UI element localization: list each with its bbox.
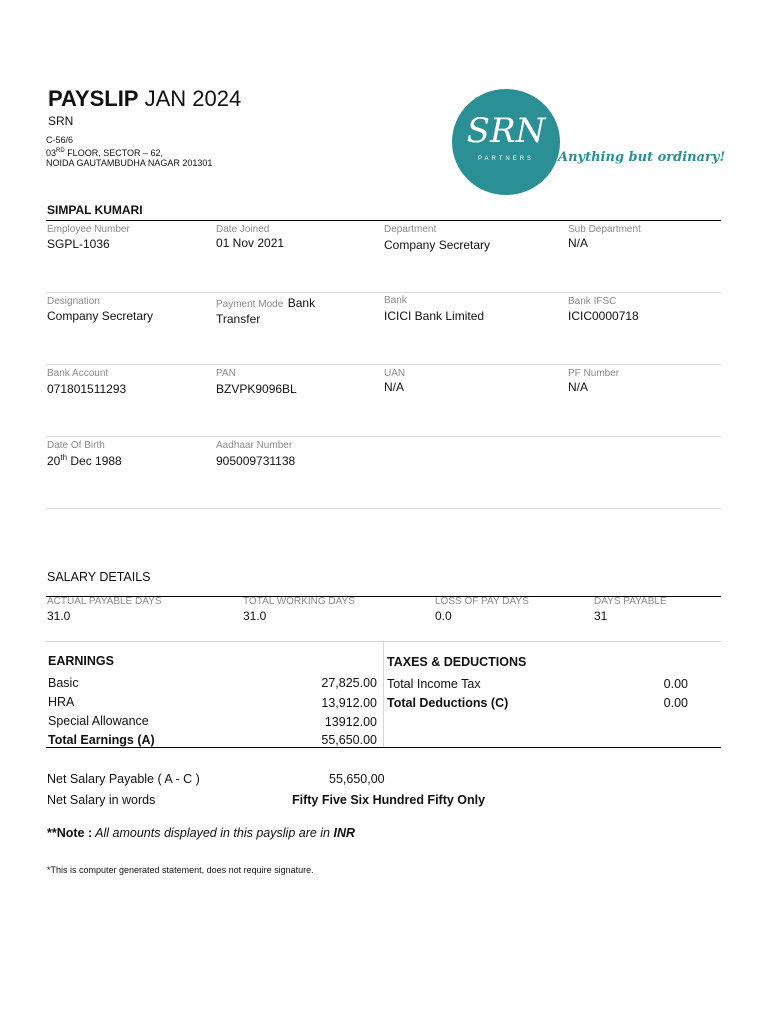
- bank-value: ICICI Bank Limited: [384, 309, 485, 323]
- column-divider: [383, 641, 384, 747]
- employee-number-value: SGPL-1036: [47, 237, 110, 251]
- dob-rest: Dec 1988: [67, 454, 122, 468]
- title-bold: PAYSLIP: [48, 86, 139, 111]
- address-line-3: NOIDA GAUTAMBUDHA NAGAR 201301: [46, 158, 213, 168]
- payment-mode: [216, 296, 336, 326]
- employee-name: SIMPAL KUMARI: [47, 203, 143, 217]
- divider: [46, 292, 721, 293]
- earning-hra-amount: 13,912.00: [321, 696, 377, 710]
- total-working-days-value: 31.0: [243, 609, 267, 623]
- title-period: JAN 2024: [144, 86, 242, 111]
- divider: [46, 364, 721, 365]
- designation-label: Designation: [47, 296, 100, 307]
- income-tax-label: Total Income Tax: [387, 677, 481, 691]
- pf-number-label: PF Number: [568, 368, 620, 379]
- earning-special-allowance-label: Special Allowance: [48, 714, 149, 728]
- pan-value: BZVPK9096BL: [216, 382, 297, 396]
- floor-rest: FLOOR, SECTOR – 62,: [64, 148, 164, 158]
- pf-number-value: N/A: [568, 380, 589, 394]
- dob-value: [47, 453, 122, 468]
- net-salary-words-label: Net Salary in words: [47, 793, 156, 807]
- note-prefix: **Note :: [47, 826, 93, 840]
- date-joined-label: Date Joined: [216, 224, 270, 235]
- income-tax-amount: 0.00: [663, 677, 688, 691]
- dob-suffix: th: [60, 453, 68, 462]
- actual-payable-days-label: ACTUAL PAYABLE DAYS: [47, 596, 162, 607]
- net-salary-payable-label: Net Salary Payable ( A - C ): [47, 772, 200, 786]
- department-value: Company Secretary: [384, 238, 491, 252]
- aadhaar-value: 905009731138: [216, 454, 296, 468]
- deductions-header: TAXES & DEDUCTIONS: [387, 655, 527, 669]
- earnings-header: EARNINGS: [48, 654, 114, 668]
- divider: [46, 436, 721, 437]
- earning-basic-amount: 27,825.00: [321, 676, 377, 690]
- total-earnings-label: Total Earnings (A): [48, 733, 155, 747]
- bank-label: Bank: [384, 295, 407, 306]
- logo-subtext: PARTNERS: [477, 156, 535, 162]
- bank-account-label: Bank Account: [47, 368, 109, 379]
- aadhaar-label: Aadhaar Number: [216, 440, 293, 451]
- days-payable-label: DAYS PAYABLE: [594, 596, 667, 607]
- net-salary-words-value: Fifty Five Six Hundred Fifty Only: [292, 793, 486, 807]
- net-salary-payable-amount: 55,650,00: [329, 772, 385, 786]
- bank-ifsc-value: ICIC0000718: [568, 309, 639, 323]
- payment-mode-value: Bank Transfer: [216, 296, 316, 326]
- address-line-1: C-56/6: [46, 135, 74, 145]
- payment-mode-label: Payment Mode: [216, 299, 284, 310]
- uan-value: N/A: [384, 380, 405, 394]
- earning-basic-label: Basic: [48, 676, 79, 690]
- bank-account-value: 071801511293: [47, 382, 127, 396]
- note-text: All amounts displayed in this payslip are in: [92, 826, 334, 840]
- loss-of-pay-days-label: LOSS OF PAY DAYS: [435, 596, 529, 607]
- department-label: Department: [384, 224, 437, 235]
- floor-number: 03: [46, 148, 57, 158]
- floor-suffix: RD: [56, 148, 65, 154]
- total-earnings-amount: 55,650.00: [321, 733, 377, 747]
- earning-special-allowance-amount: 13912.00: [324, 715, 377, 729]
- earning-hra-label: HRA: [48, 695, 75, 709]
- payslip-title: [48, 86, 241, 112]
- footer-disclaimer: *This is computer generated statement, does not require signature.: [47, 865, 314, 875]
- employee-number-label: Employee Number: [47, 224, 130, 235]
- uan-label: UAN: [384, 368, 406, 379]
- currency-note: [47, 826, 355, 840]
- dob-day: 20: [47, 454, 61, 468]
- bank-ifsc-label: Bank IFSC: [568, 296, 617, 307]
- sub-department-value: N/A: [568, 236, 589, 250]
- actual-payable-days-value: 31.0: [47, 609, 71, 623]
- logo-tagline: Anything but ordinary!: [558, 150, 726, 165]
- logo-text: SRN: [466, 111, 546, 151]
- note-currency: INR: [333, 826, 356, 840]
- loss-of-pay-days-value: 0.0: [435, 609, 452, 623]
- days-payable-value: 31: [594, 609, 608, 623]
- designation-value: Company Secretary: [47, 309, 154, 323]
- company-name: SRN: [48, 114, 74, 128]
- total-deductions-amount: 0.00: [663, 696, 688, 710]
- date-joined-value: 01 Nov 2021: [216, 236, 285, 250]
- dob-label: Date Of Birth: [47, 440, 105, 451]
- total-deductions-label: Total Deductions (C): [387, 696, 509, 710]
- divider: [46, 747, 721, 748]
- pan-label: PAN: [216, 368, 236, 379]
- sub-department-label: Sub Department: [568, 224, 641, 235]
- total-working-days-label: TOTAL WORKING DAYS: [243, 596, 355, 607]
- divider: [46, 508, 721, 509]
- divider: [46, 220, 721, 221]
- salary-details-title: SALARY DETAILS: [47, 570, 151, 584]
